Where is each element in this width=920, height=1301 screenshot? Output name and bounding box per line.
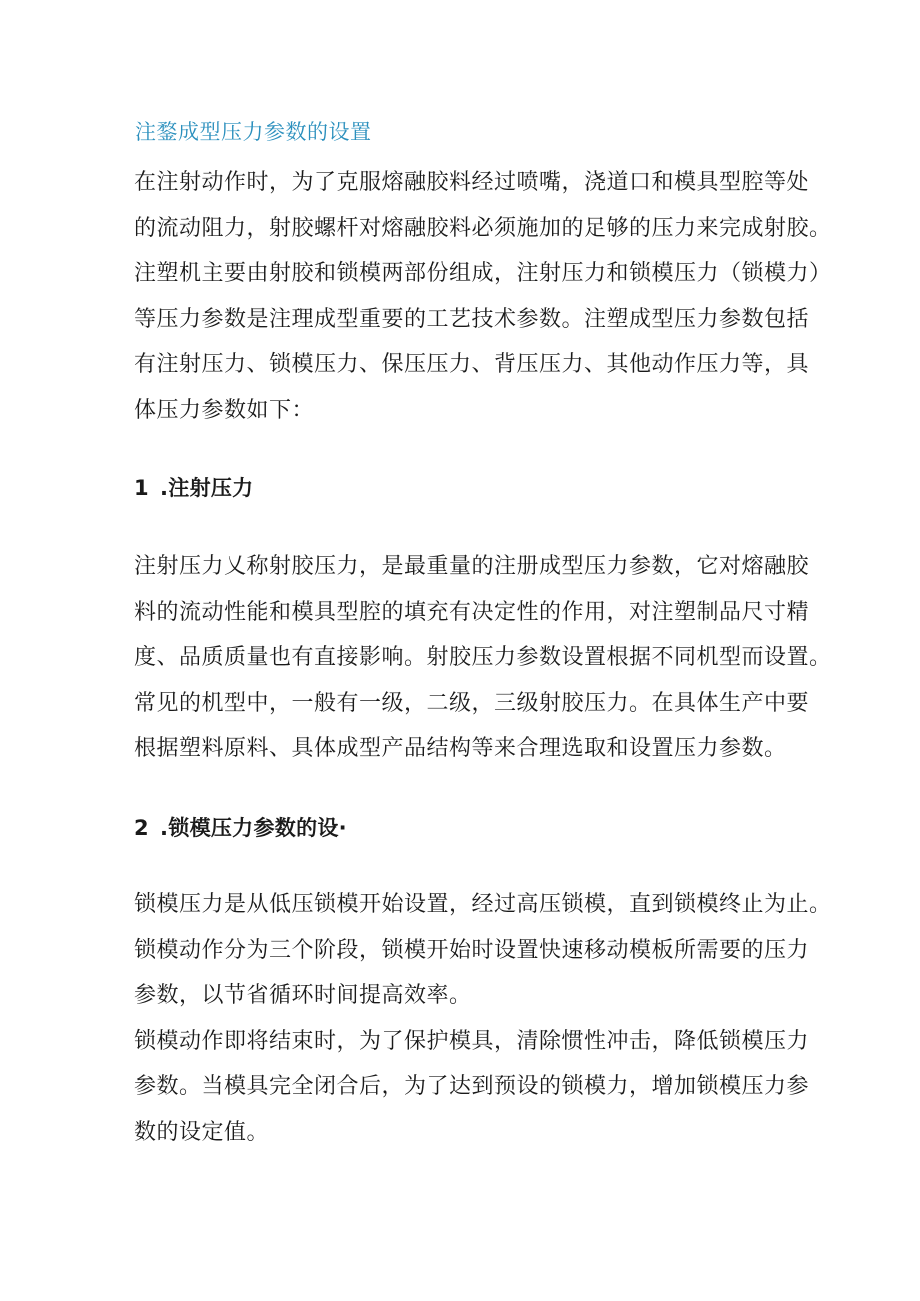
- paragraph-line: 常见的机型中，一般有一级，二级，三级射胶压力。在具体生产中要: [134, 690, 810, 716]
- section-1-paragraph: [134, 544, 832, 772]
- section-number: 2: [134, 816, 149, 840]
- section-2-paragraph: [134, 882, 832, 1155]
- intro-paragraph: [134, 160, 832, 433]
- paragraph-line: 度、品质质量也有直接影响。射胶压力参数设置根据不同机型而设置。: [134, 645, 832, 670]
- paragraph-line: 锁模动作分为三个阶段，锁模开始时设置快速移动模板所需要的压力: [134, 937, 810, 963]
- section-1-heading: [134, 472, 253, 502]
- section-2-heading: [134, 812, 347, 842]
- paragraph-line: 参数。当模具完全闭合后，为了达到预设的锁模力，增加锁模压力参: [134, 1074, 810, 1099]
- paragraph-line: 参数，以节省循环时间提高效率。: [134, 983, 472, 1008]
- section-title: .锁模压力参数的设·: [160, 816, 347, 840]
- document-title: 注鍪成型压力参数的设置: [135, 120, 372, 144]
- paragraph-line: 数的设定值。: [134, 1119, 270, 1145]
- section-number: 1: [134, 476, 149, 500]
- paragraph-line: 有注射压力、锁模压力、保压压力、背压压力、其他动作压力等，具: [134, 352, 810, 377]
- paragraph-line: 注塑机主要由射胶和锁模两部份组成，注射压力和锁模压力（锁模力）: [134, 261, 832, 286]
- paragraph-line: 锁模压力是从低压锁模开始设置，经过高压锁模，直到锁模终止为止。: [134, 892, 832, 917]
- paragraph-line: 注射压力乂称射胶压力，是最重量的注册成型压力参数，它对熔融胶: [134, 554, 810, 579]
- paragraph-line: 等压力参数是注理成型重要的工艺技术参数。注塑成型压力参数包括: [134, 306, 810, 332]
- paragraph-line: 根据塑料原料、具体成型产品结构等来合理选取和设置压力参数。: [134, 736, 787, 761]
- paragraph-line: 在注射动作时，为了克服熔融胶料经过喷嘴，浇道口和模具型腔等处: [134, 170, 810, 195]
- paragraph-line: 锁模动作即将结束时，为了保护模具，清除惯性冲击，降低锁模压力: [134, 1028, 810, 1054]
- paragraph-line: 料的流动性能和模具型腔的填充有决定性的作用，对注塑制品尺寸精: [134, 599, 810, 625]
- section-title: .注射压力: [160, 476, 254, 500]
- paragraph-line: 的流动阻力，射胶螺杆对熔融胶料必须施加的足够的压力来完成射胶。: [134, 215, 832, 241]
- paragraph-line: 体压力参数如下：: [134, 397, 315, 423]
